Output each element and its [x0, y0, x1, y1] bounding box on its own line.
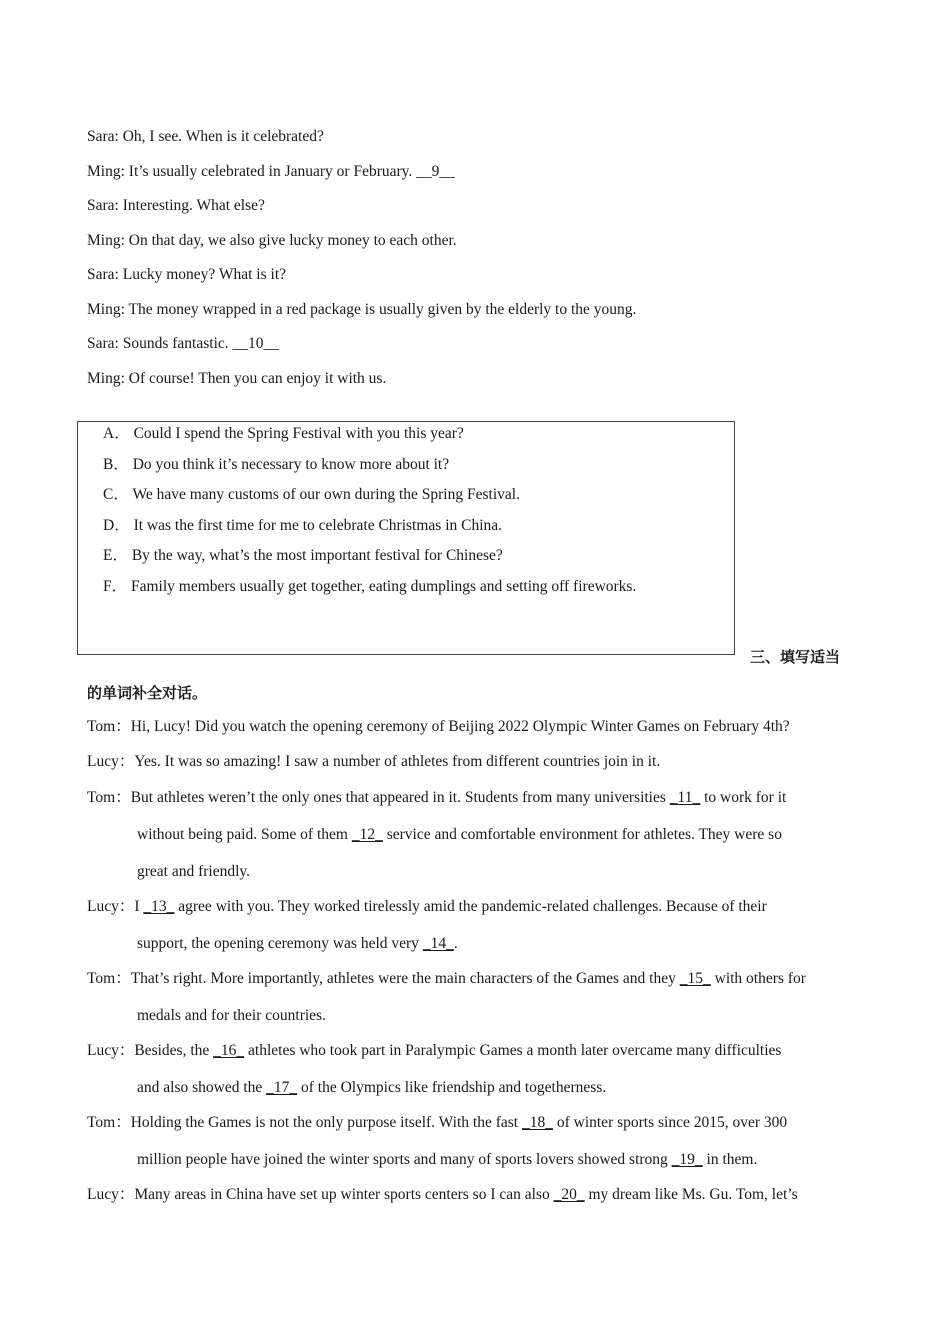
dialogue-line: Sara: Lucky money? What is it?	[87, 266, 287, 283]
answer-blank[interactable]: _12_	[351, 826, 383, 843]
dialogue-line: medals and for their countries.	[137, 1007, 326, 1024]
option-b: B． Do you think it’s necessary to know more about it?	[103, 456, 450, 473]
answer-blank[interactable]: _11_	[669, 789, 701, 806]
answer-blank[interactable]: _16_	[213, 1042, 245, 1059]
dialogue-line: Tom：But athletes weren’t the only ones that appeared in it. Students from many universities _11_ to work for it	[87, 789, 787, 806]
option-c: C． We have many customs of our own during the Spring Festival.	[103, 486, 520, 503]
dialogue-line: Ming: It’s usually celebrated in January or February. __9__	[87, 163, 455, 180]
answer-blank[interactable]: _20_	[553, 1186, 585, 1203]
option-e: E． By the way, what’s the most important festival for Chinese?	[103, 547, 503, 564]
dialogue-line: million people have joined the winter sports and many of sports lovers showed strong _19_ in them.	[137, 1151, 758, 1168]
dialogue-line: Ming: On that day, we also give lucky money to each other.	[87, 232, 457, 249]
answer-blank[interactable]: __10__	[232, 335, 280, 352]
answer-blank[interactable]: _15_	[679, 970, 711, 987]
dialogue-line: support, the opening ceremony was held very _14_.	[137, 935, 458, 952]
dialogue-line: Lucy：I _13_ agree with you. They worked tirelessly amid the pandemic-related challenges. Because of their	[87, 898, 767, 915]
answer-blank[interactable]: _14_	[422, 935, 454, 952]
answer-blank[interactable]: _17_	[266, 1079, 298, 1096]
option-d: D． It was the first time for me to celebrate Christmas in China.	[103, 517, 503, 534]
dialogue-line: Tom：Hi, Lucy! Did you watch the opening ceremony of Beijing 2022 Olympic Winter Games on February 4th?	[87, 718, 790, 735]
section-heading-cont: 的单词补全对话。	[87, 684, 208, 702]
dialogue-line: Ming: The money wrapped in a red package is usually given by the elderly to the young.	[87, 301, 637, 318]
dialogue-line: Tom：Holding the Games is not the only purpose itself. With the fast _18_ of winter sports since 2015, over 300	[87, 1114, 788, 1131]
dialogue-line: and also showed the _17_ of the Olympics like friendship and togetherness.	[137, 1079, 607, 1096]
answer-blank[interactable]: _18_	[521, 1114, 553, 1131]
dialogue-line: great and friendly.	[137, 863, 251, 880]
dialogue-line: Sara: Oh, I see. When is it celebrated?	[87, 128, 324, 145]
dialogue-line: Tom：That’s right. More importantly, athletes were the main characters of the Games and they _15_ with others for	[87, 970, 806, 987]
dialogue-line: without being paid. Some of them _12_ service and comfortable environment for athletes. They were so	[137, 826, 782, 843]
dialogue-line: Lucy：Yes. It was so amazing! I saw a number of athletes from different countries join in it.	[87, 753, 661, 770]
answer-blank[interactable]: _13_	[143, 898, 175, 915]
section-heading: 三、填写适当	[750, 648, 841, 666]
dialogue-line: Sara: Interesting. What else?	[87, 197, 265, 214]
dialogue-line: Lucy：Many areas in China have set up winter sports centers so I can also _20_ my dream like Ms. Gu. Tom, let’s	[87, 1186, 798, 1203]
option-a: A． Could I spend the Spring Festival with you this year?	[103, 425, 464, 442]
dialogue-line: Sara: Sounds fantastic. __10__	[87, 335, 280, 352]
dialogue-line: Ming: Of course! Then you can enjoy it with us.	[87, 370, 387, 387]
answer-blank[interactable]: __9__	[416, 163, 455, 180]
option-f: F． Family members usually get together, eating dumplings and setting off fireworks.	[103, 578, 637, 595]
options-box	[77, 421, 735, 655]
dialogue-line: Lucy：Besides, the _16_ athletes who took part in Paralympic Games a month later overcame many difficulties	[87, 1042, 782, 1059]
answer-blank[interactable]: _19_	[671, 1151, 703, 1168]
